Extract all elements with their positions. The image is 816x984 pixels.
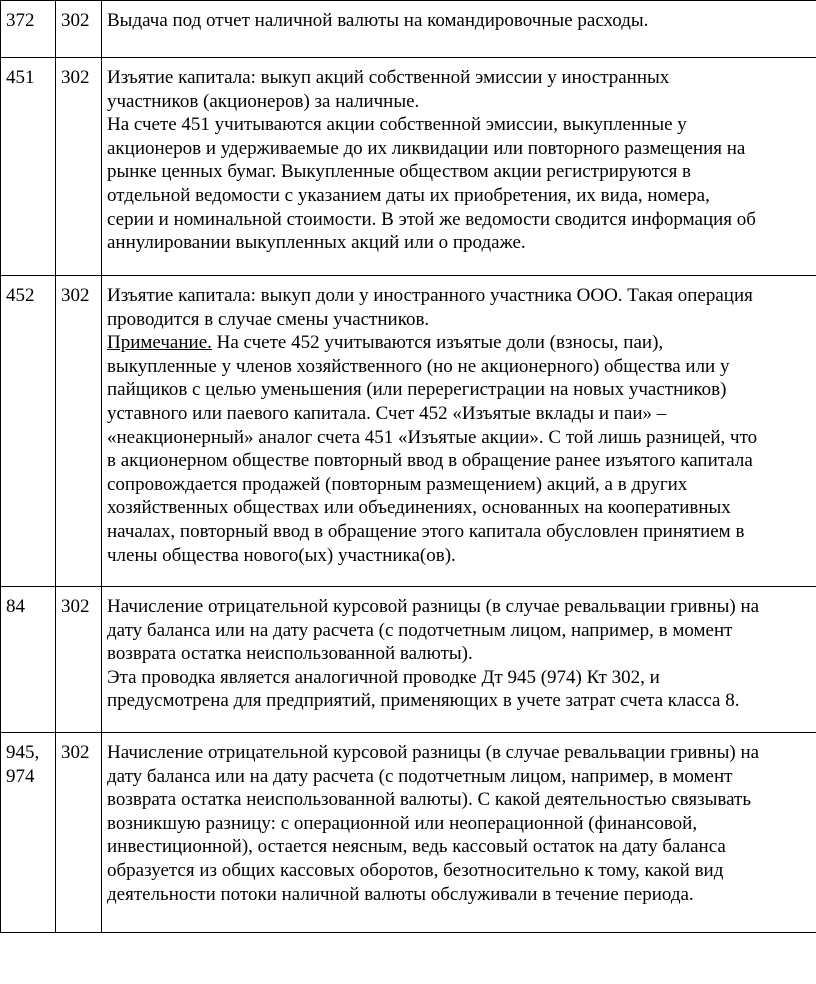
description-line: рынке ценных бумаг. Выкупленные обществом акции регистрируются в [107, 161, 692, 183]
description-line: уставного или паевого капитала. Счет 452 «Изъятые вклады и паи» – [107, 402, 667, 424]
description-line: в акционерном обществе повторный ввод в обращение ранее изъятого капитала [107, 450, 753, 472]
description-line: деятельности потоки наличной валюты обслуживали в течение периода. [107, 883, 694, 905]
description-line: предусмотрена для предприятий, применяющих в учете затрат счета класса 8. [107, 690, 740, 712]
description-line: дату баланса или на дату расчета (с подотчетным лицом, например, в момент [107, 765, 733, 787]
description-line: «неакционерный» аналог счета 451 «Изъятые акции». С той лишь разницей, что [107, 426, 758, 448]
description-line: дату баланса или на дату расчета (с подотчетным лицом, например, в момент [107, 619, 733, 641]
debit-account-cell: 451 [1, 58, 56, 276]
credit-account-cell: 302 [56, 733, 102, 933]
description-line: Начисление отрицательной курсовой разницы (в случае ревальвации гривны) на [107, 742, 760, 763]
description-cell [102, 276, 816, 587]
description-line: возврата остатка неиспользованной валюты). [107, 643, 473, 665]
description-line: серии и номинальной стоимости. В этой же ведомости сводится информация об [107, 208, 756, 230]
note-text: На счете 452 учитываются изъятые доли (взносы, паи), [211, 332, 664, 354]
description-line: началах, повторный ввод в обращение этого капитала обусловлен принятием в [107, 520, 745, 542]
description-line: возврата остатка неиспользованной валюты). С какой деятельностью связывать [107, 789, 751, 811]
debit-account-cell: 452 [1, 276, 56, 587]
table-row [1, 587, 816, 733]
description-line: отдельной ведомости с указанием даты их приобретения, их вида, номера, [107, 184, 710, 206]
description-line: Эта проводка является аналогичной проводке Дт 945 (974) Кт 302, и [107, 666, 660, 688]
description-line: выкупленные у членов хозяйственного (но не акционерного) общества или у [107, 355, 730, 377]
description-line: сопровождается продажей (повторным размещением) акций, а в других [107, 473, 688, 495]
table-row [1, 733, 816, 933]
debit-account-cell: 84 [1, 587, 56, 733]
credit-account-cell: 302 [56, 58, 102, 276]
description-line: хозяйственных обществах или объединениях, основанных на кооперативных [107, 497, 731, 519]
table-row [1, 58, 816, 276]
description-line: участников (акционеров) за наличные. [107, 90, 420, 112]
description-line: Изъятие капитала: выкуп акций собственной эмиссии у иностранных [107, 67, 670, 88]
description-cell [102, 58, 816, 276]
description-line: проводится в случае смены участников. [107, 308, 430, 330]
credit-account-cell: 302 [56, 587, 102, 733]
debit-account-line: 945, [6, 742, 40, 763]
description-cell [102, 1, 816, 58]
note-label: Примечание. [107, 332, 212, 354]
table-row [1, 1, 816, 58]
credit-account-cell: 302 [56, 1, 102, 58]
description-line: акционеров и удерживаемые до их ликвидации или повторного размещения на [107, 137, 746, 159]
description-cell [102, 587, 816, 733]
description-line: Начисление отрицательной курсовой разницы (в случае ревальвации гривны) на [107, 596, 760, 617]
debit-account-line: 974 [6, 765, 35, 787]
description-line: Выдача под отчет наличной валюты на командировочные расходы. [107, 10, 649, 31]
credit-account-cell: 302 [56, 276, 102, 587]
table-row [1, 276, 816, 587]
description-line: образуется из общих кассовых оборотов, безотносительно к тому, какой вид [107, 859, 724, 881]
debit-account-cell [1, 733, 56, 933]
note-first-line [107, 331, 812, 355]
description-line: На счете 451 учитываются акции собственной эмиссии, выкупленные у [107, 114, 687, 136]
description-line: пайщиков с целью уменьшения (или перерегистрации на новых участников) [107, 379, 727, 401]
description-line: члены общества нового(ых) участника(ов). [107, 544, 456, 566]
description-line: возникшую разницу: с операционной или неоперационной (финансовой, [107, 812, 698, 834]
debit-account-cell: 372 [1, 1, 56, 58]
description-cell [102, 733, 816, 933]
description-line: Изъятие капитала: выкуп доли у иностранного участника ООО. Такая операция [107, 285, 753, 306]
description-line: инвестиционной), остается неясным, ведь кассовый остаток на дату баланса [107, 836, 726, 858]
description-line: аннулировании выкупленных акций или о продаже. [107, 232, 526, 254]
